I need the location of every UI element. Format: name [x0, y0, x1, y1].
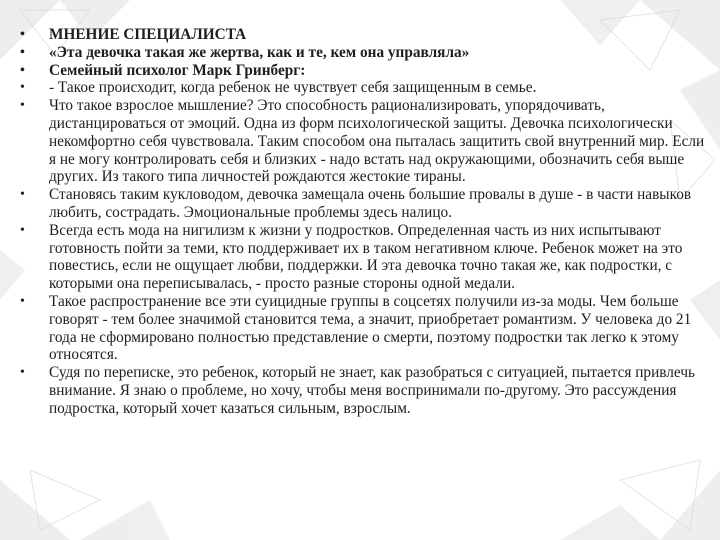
author-line: • Семейный психолог Марк Гринберг:	[20, 62, 710, 80]
quote-title: • «Эта девочка такая же жертва, как и те, кем она управляла»	[20, 44, 710, 62]
slide-heading: • МНЕНИЕ СПЕЦИАЛИСТА	[20, 26, 710, 44]
paragraph: • Становясь таким кукловодом, девочка замещала очень большие провалы в душе - в части навыков любить, сострадать. Эмоциональные проблемы здесь налицо.	[20, 186, 710, 222]
paragraph: • Такое распространение все эти суицидные группы в соцсетях получили из-за моды. Чем больше говорят - тем более значимой становится тема, а значит, приобретает романтизм. У человека до 21 года не сформировано полностью представление о смерти, поэтому подростки так легко к этому относятся.	[20, 293, 710, 364]
paragraph: • - Такое происходит, когда ребенок не чувствует себя защищенным в семье.	[20, 79, 710, 97]
paragraph: • Всегда есть мода на нигилизм к жизни у подростков. Определенная часть из них испытывают готовность пойти за теми, кто поддерживает их в таком негативном ключе. Ребенок может на это повестись, если не ощущает любви, поддержки. И эта девочка точно такая же, как подростки, с которыми она переписывалась, - просто разные стороны одной медали.	[20, 222, 710, 293]
slide-text	[20, 26, 710, 418]
paragraph: • Судя по переписке, это ребенок, который не знает, как разобраться с ситуацией, пытается привлечь внимание. Я знаю о проблеме, но хочу, чтобы меня воспринимали по-другому. Это рассуждения подростка, который хочет казаться сильным, взрослым.	[20, 364, 710, 417]
bullet-list	[20, 26, 710, 418]
paragraph: • Что такое взрослое мышление? Это способность рационализировать, упорядочивать, дистанцироваться от эмоций. Одна из форм психологической защиты. Девочка психологически некомфортно себя чувствовала. Таким способом она пыталась защитить свой внутренний мир. Если я не могу контролировать себя и близких - надо встать над окружающими, обозначить себя выше других. Из такого типа личностей рождаются жестокие тираны.	[20, 97, 710, 186]
